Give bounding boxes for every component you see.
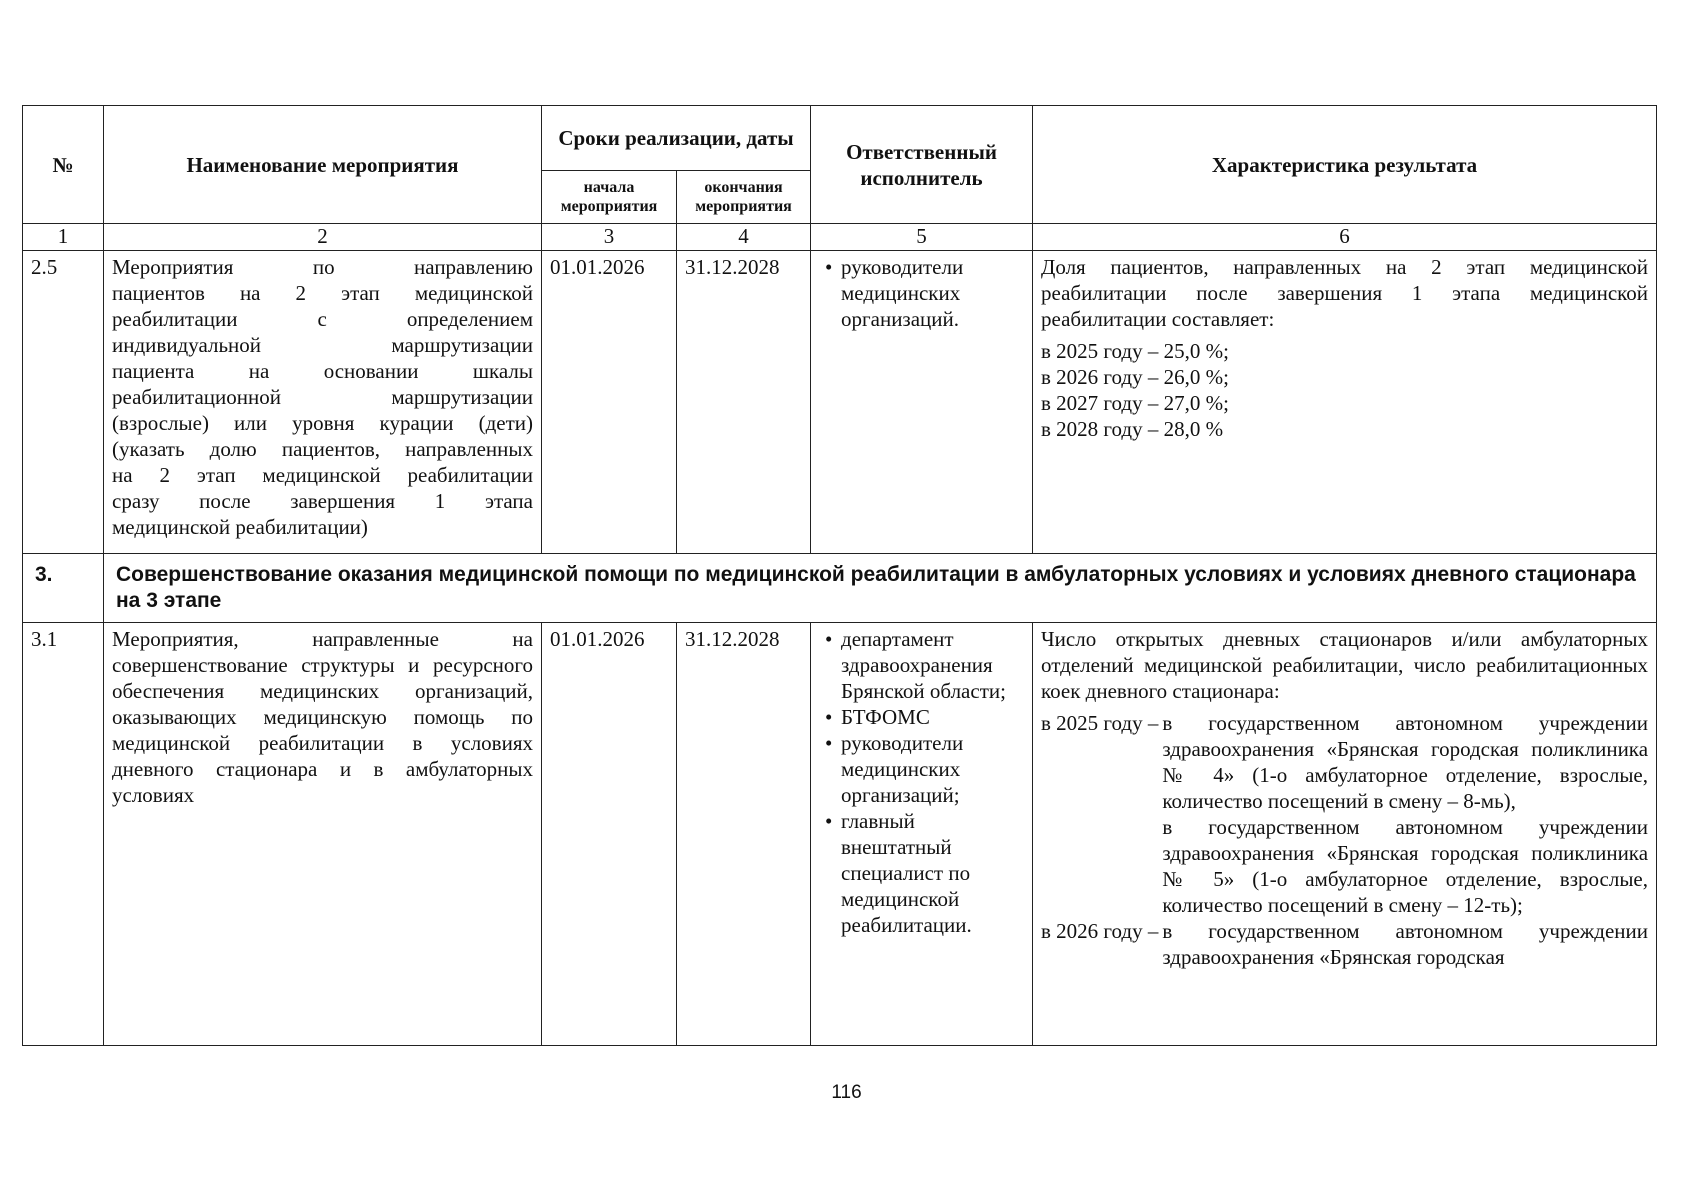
result-year: в 2026 году – 26,0 %; (1041, 365, 1229, 389)
measure-name (104, 251, 542, 554)
end-date: 31.12.2028 (677, 623, 811, 1046)
header-terms: Сроки реализации, даты (542, 106, 811, 171)
responsible-item: • БТФОМС (841, 704, 1024, 730)
start-date: 01.01.2026 (542, 251, 677, 554)
column-number: 6 (1033, 224, 1657, 251)
row-number: 2.5 (23, 251, 104, 554)
responsible-item: • руководители медицинских организаций; (841, 730, 1024, 808)
column-number: 3 (542, 224, 677, 251)
measure-name-line: на 2 этап медицинской реабилитации (112, 463, 533, 487)
header-result: Характеристика результата (1033, 106, 1657, 224)
result-year: в 2028 году – 28,0 % (1041, 417, 1224, 441)
measure-name-line: реабилитационной маршрутизации (112, 385, 533, 409)
header-responsible: Ответственный исполнитель (811, 106, 1033, 224)
column-number: 4 (677, 224, 811, 251)
measure-name-line: (указать долю пациентов, направленных (112, 437, 533, 461)
column-number: 1 (23, 224, 104, 251)
column-number: 5 (811, 224, 1033, 251)
measure-name-line: пациента на основании шкалы (112, 359, 533, 383)
header-row (23, 106, 1657, 171)
institution-entry: в государственном автономном учреждении здравоохранения «Брянская городская поликлиника № 4» (1-о амбулаторное отделение, взрослые, количество посещений в смену – 8-мь), (1162, 711, 1649, 813)
institution-entry: в государственном автономном учреждении здравоохранения «Брянская городская поликлиника № 5» (1-о амбулаторное отделение, взрослые, количество посещений в смену – 12-ть); (1162, 815, 1649, 917)
header-start: начала мероприятия (542, 171, 677, 224)
measure-name-line: сразу после завершения 1 этапа (112, 489, 533, 513)
header-num: № (23, 106, 104, 224)
header-end: окончания мероприятия (677, 171, 811, 224)
measure-name: Мероприятия, направленные на совершенствование структуры и ресурсного обеспечения медицинских организаций, оказывающих медицинскую помощь по медицинской реабилитации в условиях дневного стационара и в амбулаторных условиях (104, 623, 542, 1046)
responsible-item: • главный внештатный специалист по медицинской реабилитации. (841, 808, 1024, 938)
result-intro: Число открытых дневных стационаров и/или амбулаторных отделений медицинской реабилитации, число реабилитационных коек дневного стационара: (1041, 627, 1649, 703)
measure-name-line: индивидуальной маршрутизации (112, 333, 533, 357)
measures-table (22, 105, 1657, 1046)
start-date: 01.01.2026 (542, 623, 677, 1046)
result-years (1041, 710, 1648, 970)
institution-entry: в государственном автономном учреждении здравоохранения «Брянская городская (1162, 919, 1649, 969)
result-intro: Доля пациентов, направленных на 2 этап медицинской реабилитации после завершения 1 этапа медицинской реабилитации составляет: (1041, 255, 1649, 331)
measure-name-line: (взрослые) или уровня курации (дети) (112, 411, 533, 435)
year-label: в 2026 году – (1041, 919, 1159, 943)
end-date: 31.12.2028 (677, 251, 811, 554)
measure-name-line: пациентов на 2 этап медицинской (112, 281, 533, 305)
measure-name-line: реабилитации с определением (112, 307, 533, 331)
result-year-2026 (1041, 918, 1648, 970)
row-number: 3.1 (23, 623, 104, 1046)
responsible-item: • руководители медицинских организаций. (841, 254, 1024, 332)
section-title: Совершенствование оказания медицинской помощи по медицинской реабилитации в амбулаторных условиях и условиях дневного стационара на 3 этапе (104, 554, 1657, 623)
measure-name-line: Мероприятия по направлению (112, 255, 533, 279)
result-cell (1033, 251, 1657, 554)
page-number: 116 (831, 1082, 862, 1103)
year-body (1162, 918, 1648, 970)
year-body (1162, 710, 1648, 918)
table-row-2-5 (23, 251, 1657, 554)
result-years (1041, 338, 1648, 442)
result-year-2025 (1041, 710, 1648, 918)
responsible-cell (811, 251, 1033, 554)
column-number: 2 (104, 224, 542, 251)
responsible-item: • департамент здравоохранения Брянской области; (841, 626, 1024, 704)
measure-name-line: медицинской реабилитации) (112, 515, 368, 539)
result-cell (1033, 623, 1657, 1046)
year-label: в 2025 году – (1041, 711, 1159, 735)
section-number: 3. (23, 554, 104, 623)
result-year: в 2025 году – 25,0 %; (1041, 339, 1229, 363)
responsible-cell (811, 623, 1033, 1046)
column-numbers-row (23, 224, 1657, 251)
table-row-3-1 (23, 623, 1657, 1046)
header-name: Наименование мероприятия (104, 106, 542, 224)
result-year: в 2027 году – 27,0 %; (1041, 391, 1229, 415)
section-row-3 (23, 554, 1657, 623)
